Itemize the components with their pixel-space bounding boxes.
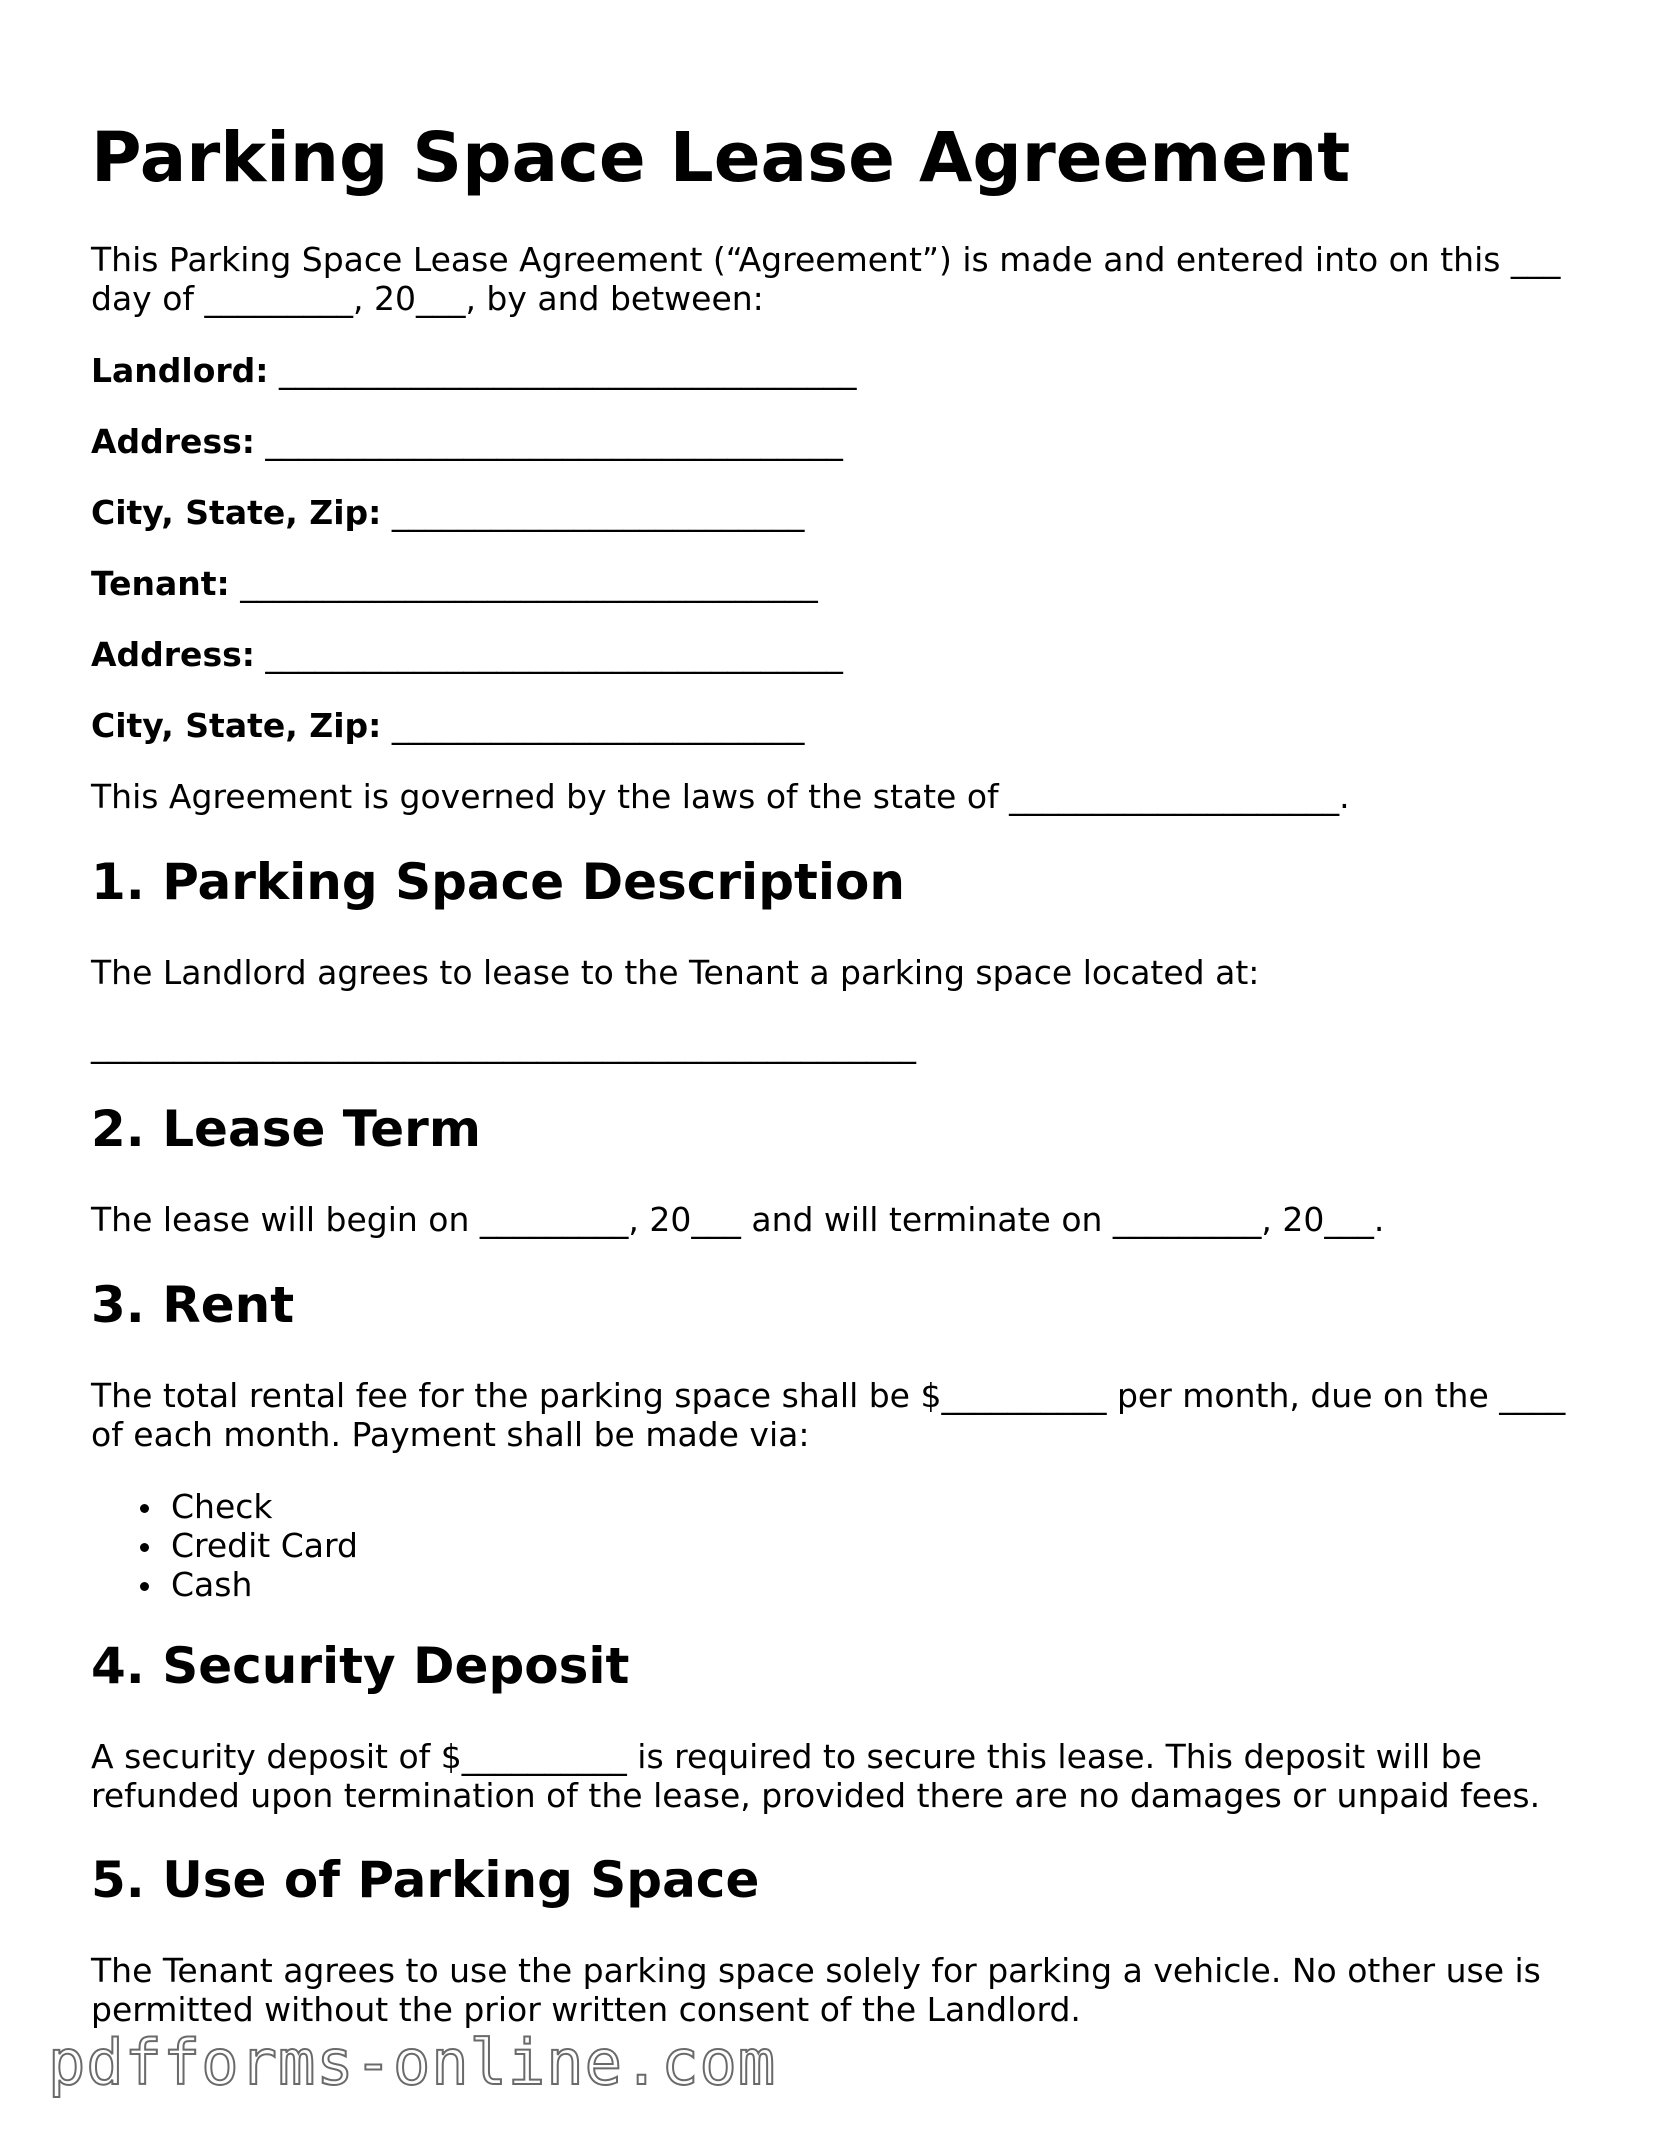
field-label: City, State, Zip: (91, 493, 382, 532)
field-blank[interactable]: ___________________________________ (240, 564, 818, 603)
section-5-heading: 5. Use of Parking Space (91, 1851, 760, 1909)
field-label: Landlord: (91, 351, 269, 390)
section-5-line-2: permitted without the prior written consent of the Landlord. (91, 1990, 1081, 2029)
landlord-city-state-zip-field[interactable] (91, 493, 804, 532)
tenant-field[interactable] (91, 564, 818, 603)
payment-methods-list (91, 1487, 358, 1604)
list-item: Check (91, 1487, 358, 1526)
section-4-line-2: refunded upon termination of the lease, provided there are no damages or unpaid fees. (91, 1776, 1541, 1815)
landlord-address-field[interactable] (91, 422, 843, 461)
document-title: Parking Space Lease Agreement (91, 118, 1351, 198)
landlord-field[interactable] (91, 351, 857, 390)
governing-law-text: This Agreement is governed by the laws of the state of ____________________. (91, 777, 1350, 816)
list-item: Cash (91, 1565, 358, 1604)
field-blank[interactable]: _________________________ (391, 493, 805, 532)
field-blank[interactable]: ___________________________________ (265, 422, 843, 461)
watermark: pdfforms-online.com (48, 2026, 777, 2099)
field-blank[interactable]: ___________________________________ (265, 635, 843, 674)
section-1-heading: 1. Parking Space Description (91, 853, 905, 911)
section-2-text: The lease will begin on _________, 20___ and will terminate on _________, 20___. (91, 1200, 1385, 1239)
field-label: Address: (91, 422, 255, 461)
section-4-line-1: A security deposit of $__________ is required to secure this lease. This deposit will be (91, 1737, 1482, 1776)
field-label: Address: (91, 635, 255, 674)
section-3-line-2: of each month. Payment shall be made via: (91, 1415, 810, 1454)
field-blank[interactable]: _________________________ (391, 706, 805, 745)
section-3-line-1: The total rental fee for the parking space shall be $__________ per month, due on the ____ (91, 1376, 1566, 1415)
tenant-city-state-zip-field[interactable] (91, 706, 804, 745)
field-label: Tenant: (91, 564, 230, 603)
field-blank[interactable]: ___________________________________ (279, 351, 857, 390)
intro-line-1: This Parking Space Lease Agreement (“Agreement”) is made and entered into on this ___ (91, 240, 1561, 279)
section-1-location-blank[interactable]: __________________________________________________ (91, 1025, 916, 1064)
section-4-heading: 4. Security Deposit (91, 1637, 630, 1695)
section-1-text: The Landlord agrees to lease to the Tenant a parking space located at: (91, 953, 1260, 992)
intro-line-2: day of _________, 20___, by and between: (91, 279, 764, 318)
tenant-address-field[interactable] (91, 635, 843, 674)
field-label: City, State, Zip: (91, 706, 382, 745)
section-3-heading: 3. Rent (91, 1276, 295, 1334)
section-2-heading: 2. Lease Term (91, 1100, 481, 1158)
list-item: Credit Card (91, 1526, 358, 1565)
section-5-line-1: The Tenant agrees to use the parking space solely for parking a vehicle. No other use is (91, 1951, 1541, 1990)
